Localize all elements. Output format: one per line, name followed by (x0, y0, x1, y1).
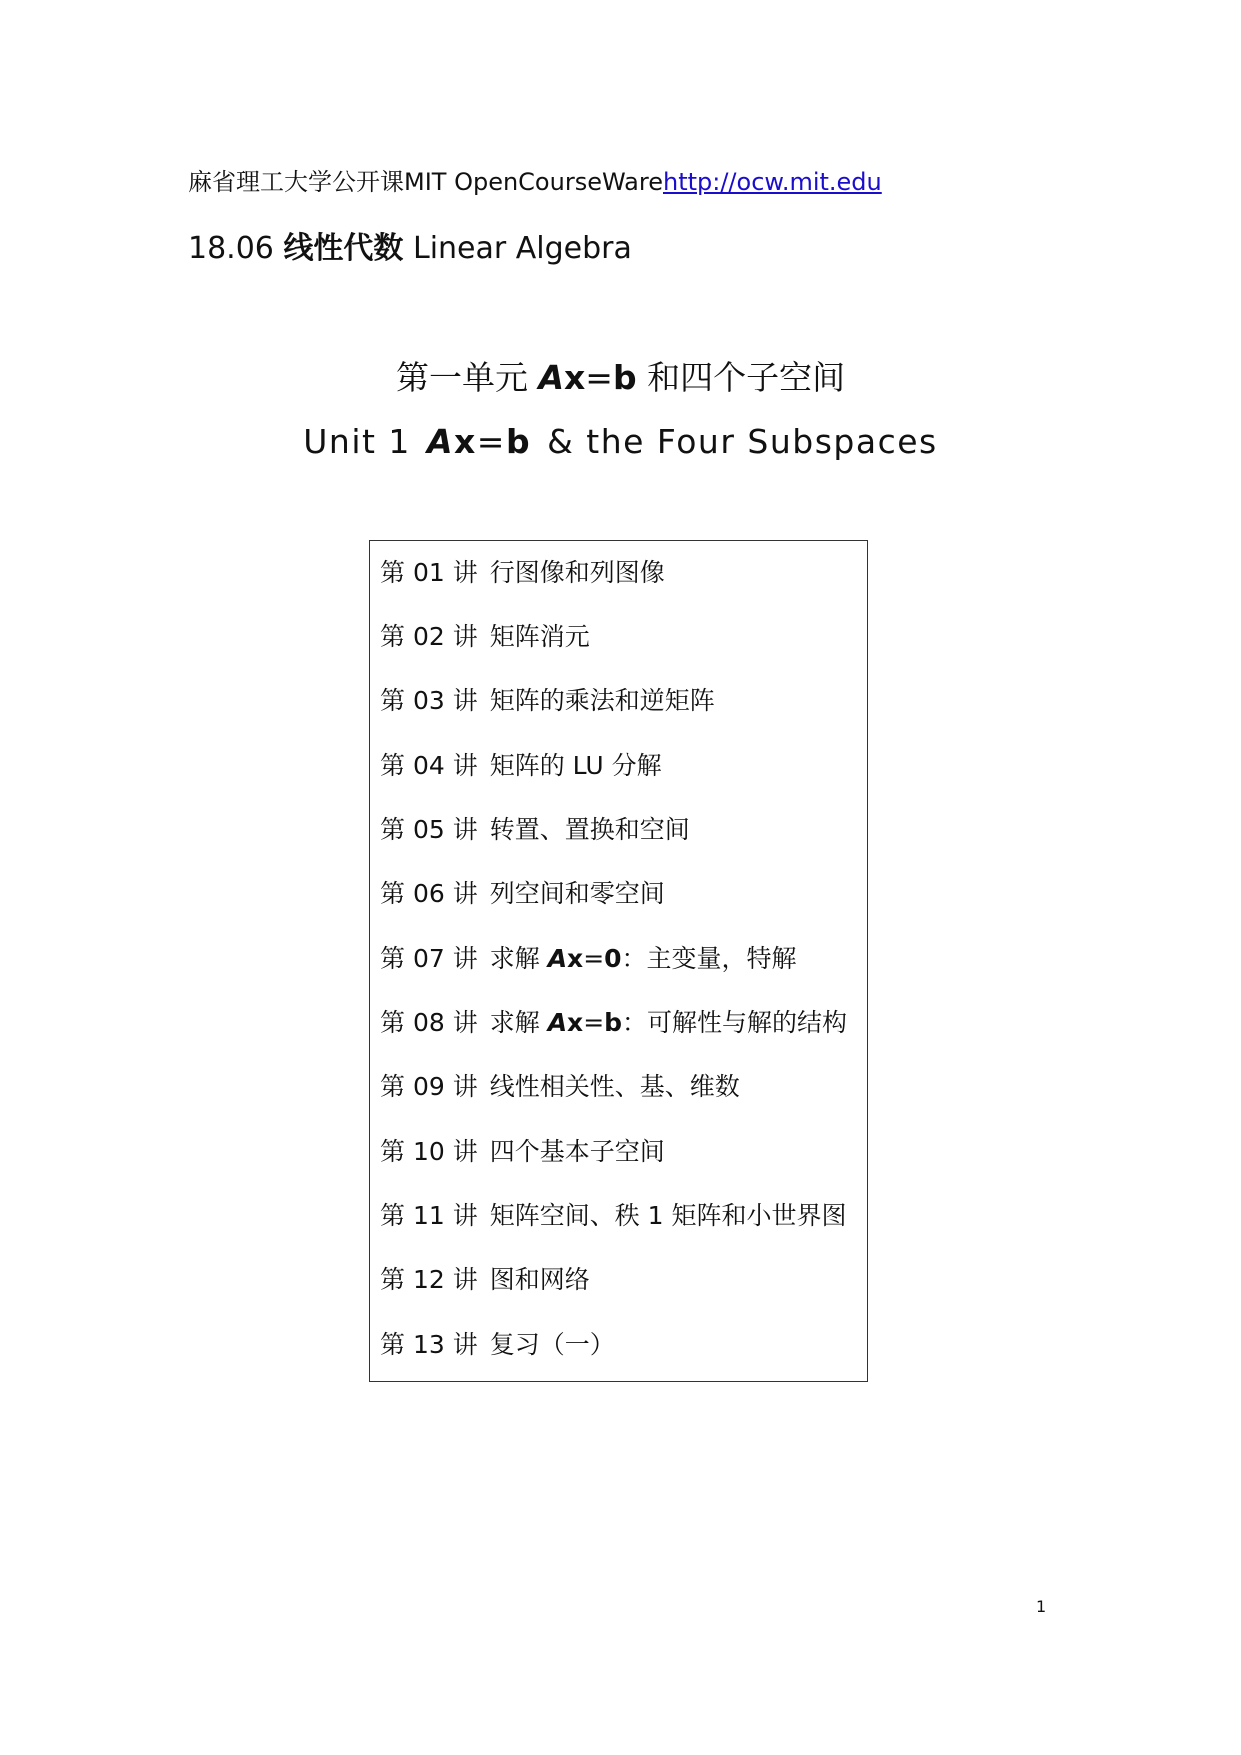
lecture-item-05[interactable]: 第 05 讲 转置、置换和空间 (380, 815, 690, 844)
lecture-item-12[interactable]: 第 12 讲 图和网络 (380, 1265, 590, 1294)
ocw-link[interactable]: http://ocw.mit.edu (662, 168, 882, 196)
course-number: 18.06 (188, 231, 274, 266)
unit-title-cn (0, 356, 1241, 400)
page-number: 1 (1036, 1597, 1047, 1616)
unit-en-equation: Ax=b (426, 422, 532, 461)
lecture-item-06[interactable]: 第 06 讲 列空间和零空间 (380, 879, 665, 908)
lecture-item-07[interactable]: 第 07 讲 求解 Ax=0：主变量，特解 (380, 944, 797, 973)
lecture-item-13[interactable]: 第 13 讲 复习（一） (380, 1330, 615, 1359)
lecture-item-02[interactable]: 第 02 讲 矩阵消元 (380, 622, 590, 651)
course-name-en: Linear Algebra (412, 231, 632, 266)
unit-cn-suffix: 和四个子空间 (647, 358, 846, 397)
unit-en-suffix: & the Four Subspaces (547, 422, 938, 461)
course-name-cn: 线性代数 (283, 231, 404, 266)
unit-cn-equation: Ax=b (538, 358, 637, 397)
lecture-item-11[interactable]: 第 11 讲 矩阵空间、秩 1 矩阵和小世界图 (380, 1201, 847, 1230)
source-text: 麻省理工大学公开课MIT OpenCourseWare (188, 168, 663, 196)
lecture-item-01[interactable]: 第 01 讲 行图像和列图像 (380, 558, 665, 587)
lecture-item-10[interactable]: 第 10 讲 四个基本子空间 (380, 1137, 665, 1166)
unit-en-prefix: Unit 1 (303, 422, 411, 461)
unit-cn-prefix: 第一单元 (395, 358, 528, 397)
lecture-item-04[interactable]: 第 04 讲 矩阵的 LU 分解 (380, 751, 662, 780)
lecture-item-03[interactable]: 第 03 讲 矩阵的乘法和逆矩阵 (380, 686, 715, 715)
lecture-item-09[interactable]: 第 09 讲 线性相关性、基、维数 (380, 1072, 740, 1101)
course-title (188, 229, 632, 269)
lecture-item-08[interactable]: 第 08 讲 求解 Ax=b：可解性与解的结构 (380, 1008, 848, 1037)
lecture-table-of-contents (369, 540, 868, 1382)
unit-title-en (0, 420, 1241, 464)
source-line (188, 166, 882, 198)
